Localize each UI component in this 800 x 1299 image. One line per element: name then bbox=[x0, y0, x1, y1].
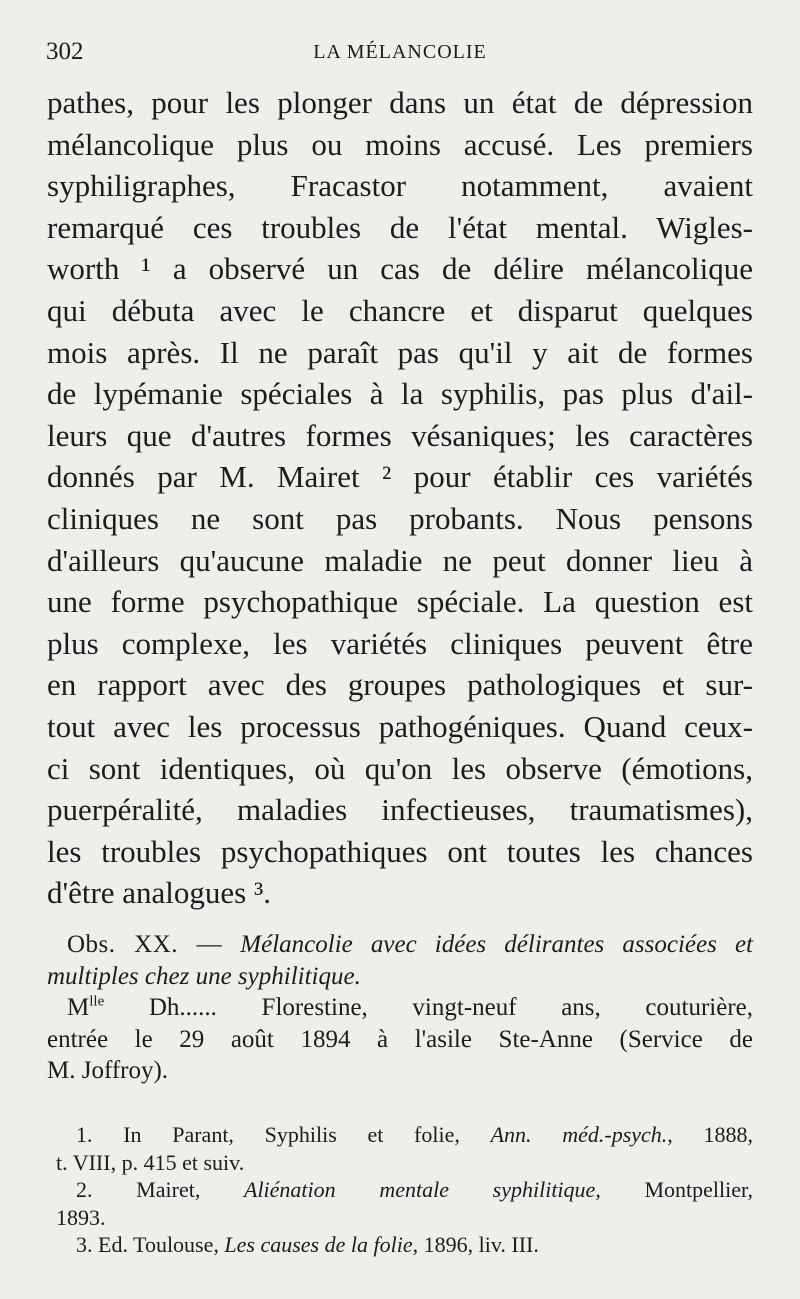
text-line: qui débuta avec le chancre et disparut quelques bbox=[47, 292, 753, 328]
text-line: mois après. Il ne paraît pas qu'il y ait de formes bbox=[47, 334, 753, 370]
text-line: une forme psychopathique spéciale. La question est bbox=[47, 584, 753, 620]
patient-prefix: M bbox=[67, 994, 90, 1021]
footnote-text: , Montpellier, bbox=[595, 1177, 753, 1202]
footnote-3 bbox=[56, 1231, 753, 1259]
patient-sup: lle bbox=[89, 993, 105, 1010]
patient-line: entrée le 29 août 1894 à l'asile Ste-Anne (Service de bbox=[47, 1025, 753, 1053]
footnote-2 bbox=[56, 1176, 753, 1204]
text-line: en rapport avec des groupes pathologiques et sur- bbox=[47, 667, 753, 703]
footnote-1 bbox=[56, 1121, 753, 1149]
text-line: remarqué ces troubles de l'état mental. Wigles- bbox=[47, 209, 753, 245]
text-line: donnés par M. Mairet ² pour établir ces variétés bbox=[47, 459, 753, 495]
footnote-title: Ann. méd.-psych. bbox=[490, 1122, 668, 1147]
text-line: d'ailleurs qu'aucune maladie ne peut donner lieu à bbox=[47, 542, 753, 578]
observation-title: Mélancolie avec idées délirantes associées et bbox=[240, 931, 753, 958]
footnote-text: 2. Mairet, bbox=[76, 1177, 244, 1202]
footnote-text: 3. Ed. Toulouse, bbox=[76, 1232, 225, 1257]
observation-heading bbox=[47, 929, 753, 961]
patient-rest: Dh...... Florestine, vingt-neuf ans, couturière, bbox=[104, 994, 753, 1021]
footnote-text: , 1888, bbox=[667, 1122, 753, 1147]
text-line: ci sont identiques, où qu'on les observe (émotions, bbox=[47, 750, 753, 786]
page-number: 302 bbox=[46, 38, 84, 65]
text-line: plus complexe, les variétés cliniques peuvent être bbox=[47, 625, 753, 661]
text-line: de lypémanie spéciales à la syphilis, pas plus d'ail- bbox=[47, 376, 753, 412]
text-line: mélancolique plus ou moins accusé. Les premiers bbox=[47, 126, 753, 162]
footnote-1-continued: t. VIII, p. 415 et suiv. bbox=[56, 1149, 245, 1175]
text-line: leurs que d'autres formes vésaniques; les caractères bbox=[47, 417, 753, 453]
footnote-text: , 1896, liv. III. bbox=[412, 1232, 539, 1257]
patient-line bbox=[47, 992, 753, 1024]
text-line: syphiligraphes, Fracastor notamment, avaient bbox=[47, 168, 753, 204]
footnote-text: 1. In Parant, Syphilis et folie, bbox=[76, 1122, 491, 1147]
footnotes bbox=[56, 1121, 753, 1259]
text-line: puerpéralité, maladies infectieuses, traumatismes), bbox=[47, 792, 753, 828]
running-head: LA MÉLANCOLIE bbox=[313, 41, 487, 63]
page-header bbox=[46, 38, 754, 72]
text-line: worth ¹ a observé un cas de délire mélancolique bbox=[47, 251, 753, 287]
text-line: cliniques ne sont pas probants. Nous pensons bbox=[47, 500, 753, 536]
observation-title-continued: multiples chez une syphilitique. bbox=[47, 962, 361, 990]
observation-block bbox=[47, 929, 753, 1087]
text-line: d'être analogues ³. bbox=[47, 875, 272, 911]
patient-line: M. Joffroy). bbox=[47, 1057, 169, 1084]
footnote-title: Aliénation mentale syphilitique bbox=[244, 1177, 596, 1202]
footnote-title: Les causes de la folie bbox=[224, 1232, 413, 1257]
text-line: les troubles psychopathiques ont toutes les chances bbox=[47, 833, 753, 869]
main-paragraph bbox=[47, 82, 753, 914]
observation-label: Obs. XX. — bbox=[67, 931, 223, 958]
text-line: pathes, pour les plonger dans un état de dépression bbox=[47, 85, 753, 120]
text-line: tout avec les processus pathogéniques. Quand ceux- bbox=[47, 708, 753, 744]
footnote-2-continued: 1893. bbox=[56, 1204, 106, 1230]
